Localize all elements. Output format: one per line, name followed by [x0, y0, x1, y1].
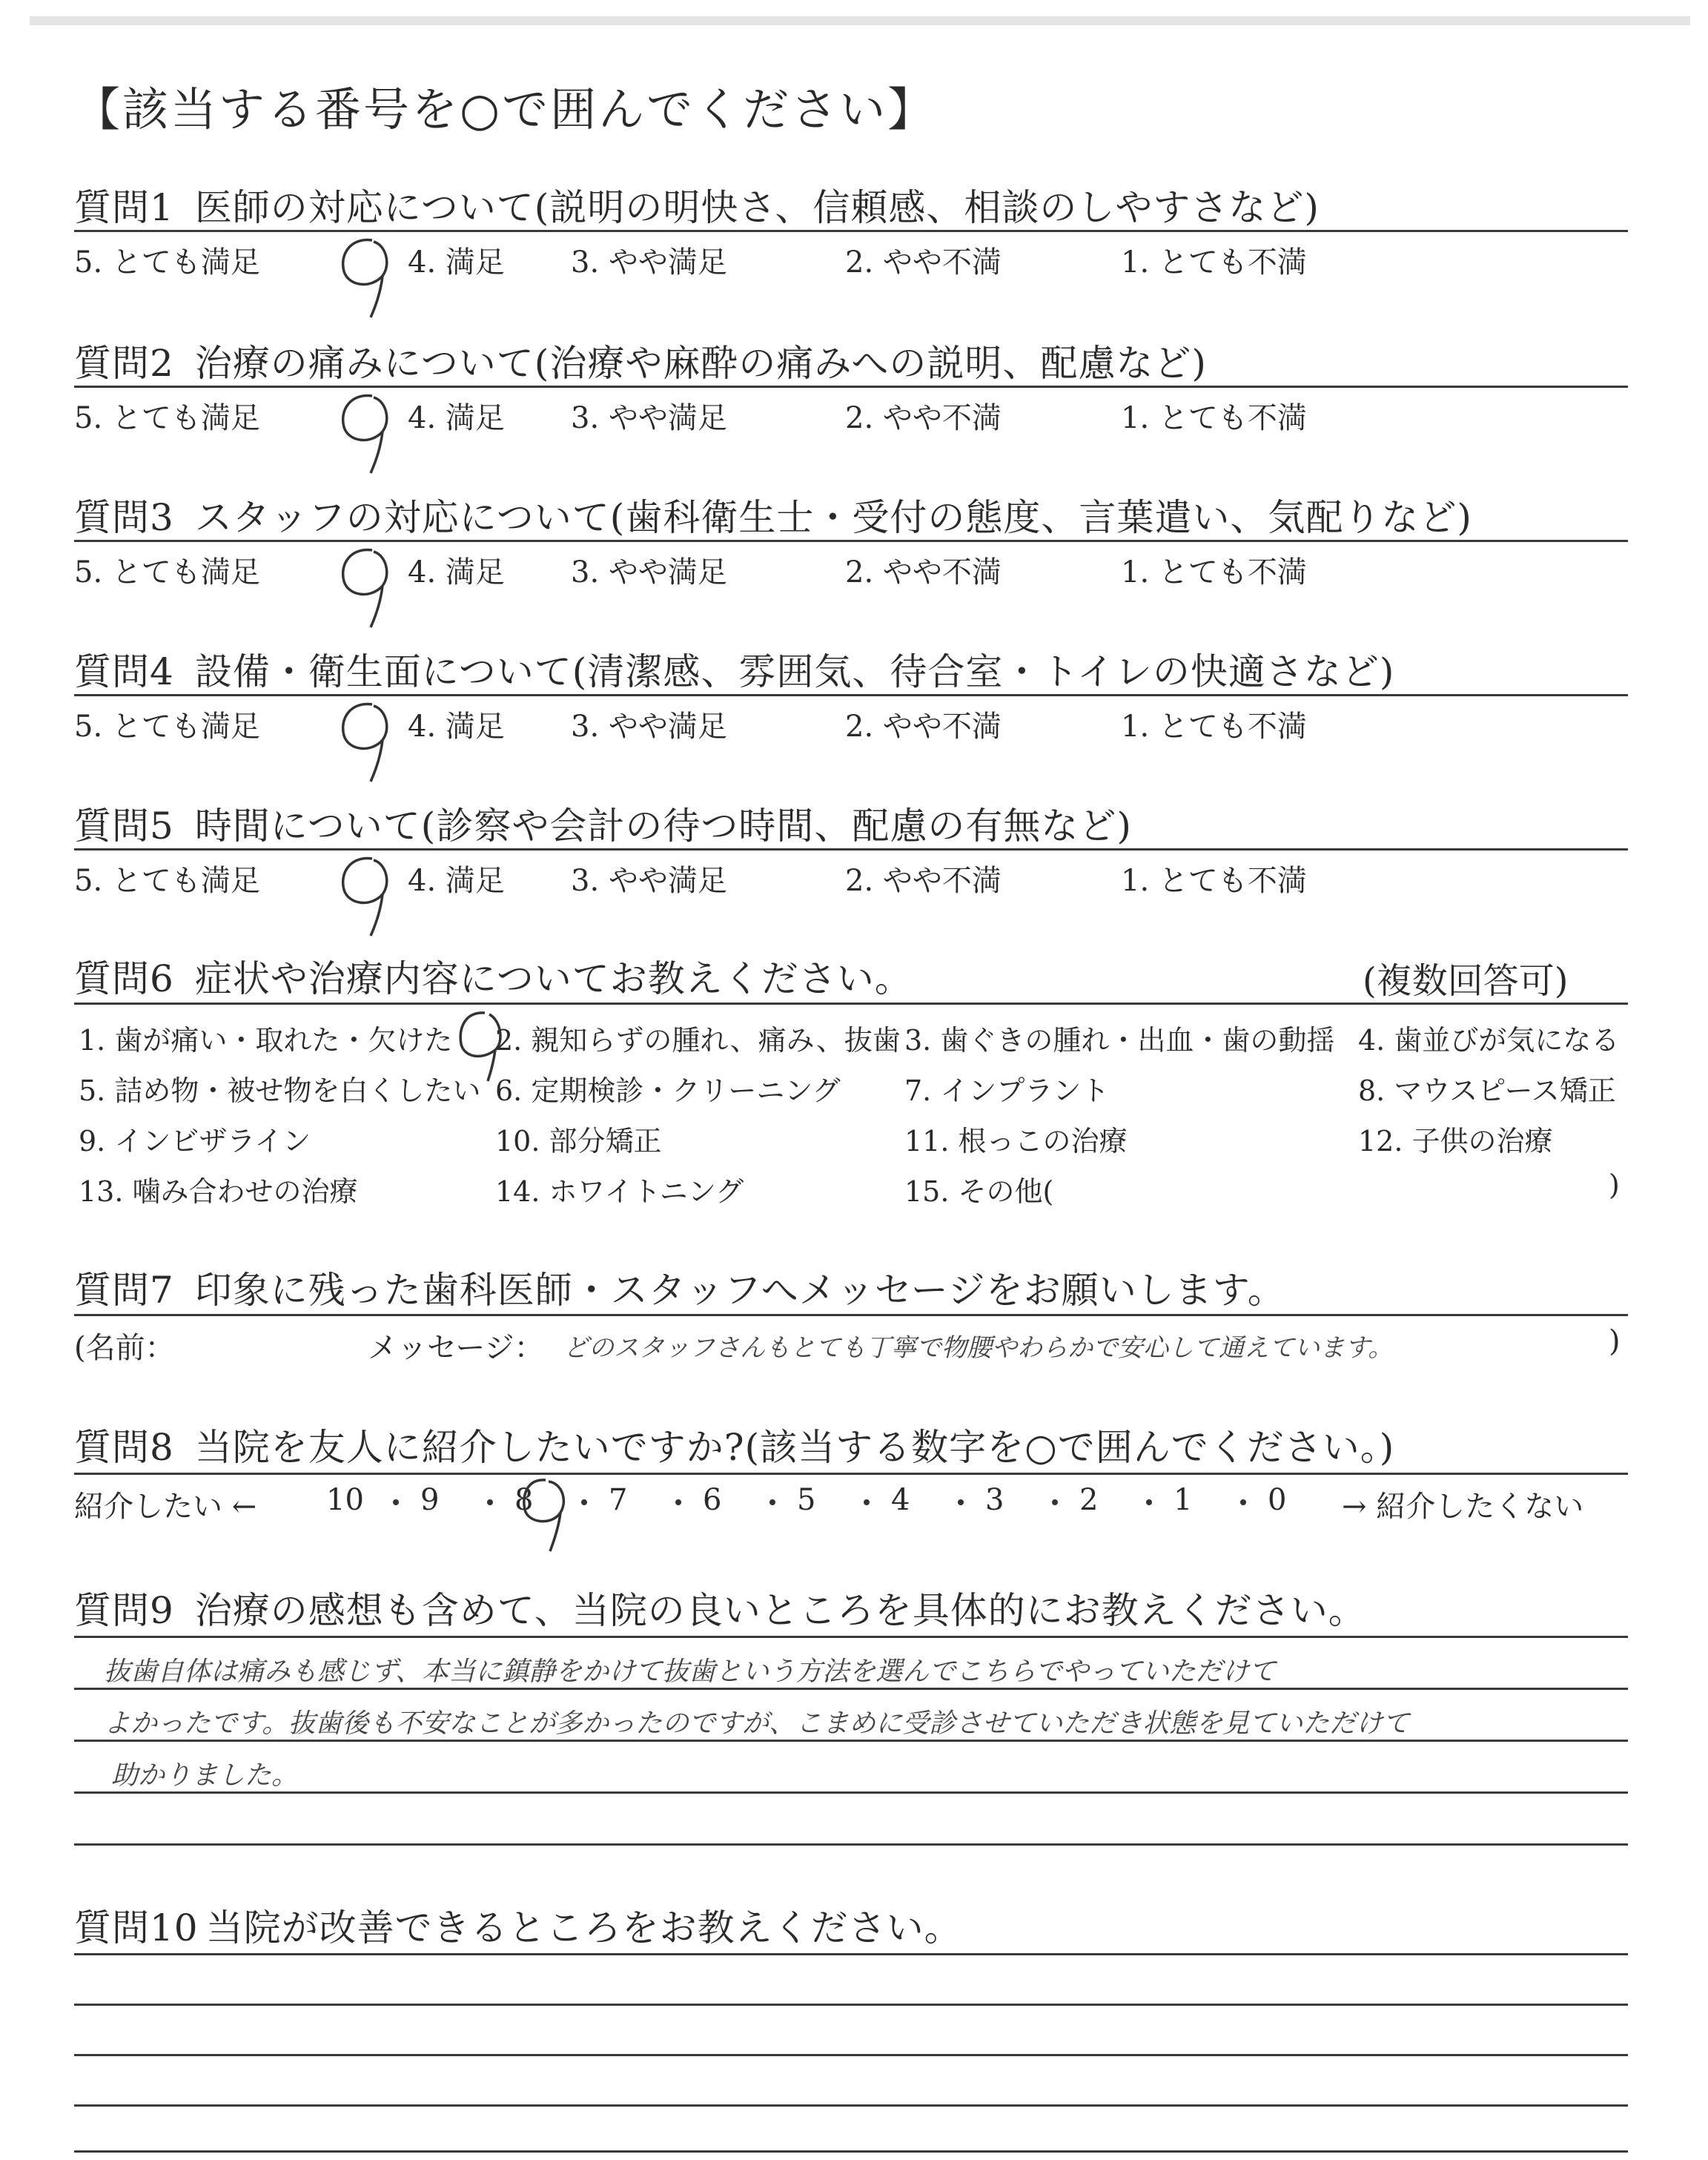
q8-scale-separator	[393, 1499, 399, 1505]
q1-rule	[74, 230, 1628, 232]
q9-number: 質問9	[74, 1589, 174, 1632]
q6-option-3[interactable]: 3. 歯ぐきの腫れ・出血・歯の動揺	[904, 1024, 1335, 1057]
q10-title	[74, 1898, 962, 1952]
q5-title	[74, 796, 1132, 850]
q9-answer-line-2: よかったです。抜歯後も不安なことが多かったのですが、こまめに受診させていただき状態を見ていただけて	[104, 1708, 1410, 1739]
q8-scale-1[interactable]: 1	[1174, 1483, 1193, 1517]
q5-option-3[interactable]: 3. やや満足	[571, 864, 727, 898]
q4-number: 質問4	[74, 650, 174, 693]
q9-answer-line-1: 抜歯自体は痛みも感じず、本当に鎮静をかけて抜歯という方法を選んでこちらでやっていただけて	[104, 1657, 1276, 1687]
q6-option-13[interactable]: 13. 噛み合わせの治療	[79, 1175, 358, 1208]
q1-text: 医師の対応について(説明の明快さ、信頼感、相談のしやすさなど)	[194, 186, 1320, 229]
q7-name-label: (名前：	[74, 1331, 175, 1365]
q8-scale-separator	[1146, 1499, 1152, 1505]
q6-option-5[interactable]: 5. 詰め物・被せ物を白くしたい	[79, 1074, 481, 1107]
q4-option-2[interactable]: 2. やや不満	[845, 710, 1002, 744]
q8-right-label: → 紹介したくない	[1342, 1490, 1584, 1524]
q7-title	[74, 1261, 1285, 1314]
q2-selection-circle	[334, 389, 408, 478]
q6-option-4[interactable]: 4. 歯並びが気になる	[1358, 1024, 1620, 1057]
q7-close-paren: )	[1609, 1324, 1621, 1358]
q1-number: 質問1	[74, 186, 174, 229]
q3-option-2[interactable]: 2. やや不満	[845, 555, 1002, 589]
q7-number: 質問7	[74, 1269, 174, 1312]
q4-option-3[interactable]: 3. やや満足	[571, 710, 727, 744]
q10-rule-2	[74, 2004, 1628, 2006]
q8-scale-separator	[675, 1499, 681, 1505]
q10-rule-3	[74, 2054, 1628, 2056]
q1-option-5[interactable]: 5. とても満足	[74, 245, 260, 280]
q9-answer-line-3: 助かりました。	[111, 1760, 299, 1791]
q2-title	[74, 334, 1207, 387]
q7-rule	[74, 1314, 1628, 1316]
q7-message: どのスタッフさんもとても丁寧で物腰やわらかで安心して通えています。	[563, 1333, 1394, 1363]
q8-scale-6[interactable]: 6	[703, 1483, 722, 1517]
q8-scale-separator	[581, 1499, 587, 1505]
q4-text: 設備・衛生面について(清潔感、雰囲気、待合室・トイレの快適さなど)	[194, 650, 1395, 693]
q1-option-4[interactable]: 4. 満足	[408, 245, 505, 280]
q5-number: 質問5	[74, 805, 174, 848]
q4-selection-circle	[334, 697, 408, 786]
q8-scale-3[interactable]: 3	[985, 1483, 1004, 1517]
q6-option-14[interactable]: 14. ホワイトニング	[495, 1175, 744, 1208]
q3-text: スタッフの対応について(歯科衛生士・受付の態度、言葉遣い、気配りなど)	[194, 496, 1472, 539]
q3-title	[74, 488, 1472, 541]
q10-rule-1	[74, 1953, 1628, 1955]
q6-rule	[74, 1003, 1628, 1005]
q6-number: 質問6	[74, 957, 174, 1000]
q8-number: 質問8	[74, 1426, 174, 1469]
q8-scale-0[interactable]: 0	[1268, 1483, 1287, 1517]
q7-message-label: メッセージ：	[368, 1331, 544, 1365]
q8-scale-10[interactable]: 10	[326, 1483, 364, 1517]
q8-scale-separator	[769, 1499, 775, 1505]
q1-title	[74, 178, 1320, 231]
q6-option-2[interactable]: 2. 親知らずの腫れ、痛み、抜歯	[495, 1024, 901, 1057]
q3-number: 質問3	[74, 496, 174, 539]
q2-option-2[interactable]: 2. やや不満	[845, 401, 1002, 435]
q3-option-3[interactable]: 3. やや満足	[571, 555, 727, 589]
q7-text: 印象に残った歯科医師・スタッフへメッセージをお願いします。	[194, 1269, 1285, 1312]
q8-scale-5[interactable]: 5	[797, 1483, 816, 1517]
q8-scale-separator	[1240, 1499, 1246, 1505]
q8-text: 当院を友人に紹介したいですか?(該当する数字を○で囲んでください。)	[194, 1426, 1395, 1469]
q1-option-2[interactable]: 2. やや不満	[845, 245, 1002, 280]
q8-scale-9[interactable]: 9	[420, 1483, 440, 1517]
q5-selection-circle	[334, 851, 408, 940]
q2-number: 質問2	[74, 342, 174, 385]
q3-option-5[interactable]: 5. とても満足	[74, 555, 260, 589]
q8-scale-2[interactable]: 2	[1079, 1483, 1099, 1517]
q6-option-6[interactable]: 6. 定期検診・クリーニング	[495, 1074, 841, 1107]
q6-option-11[interactable]: 11. 根っこの治療	[904, 1125, 1128, 1157]
q5-option-4[interactable]: 4. 満足	[408, 864, 505, 898]
q3-option-4[interactable]: 4. 満足	[408, 555, 505, 589]
scan-edge	[30, 16, 1690, 25]
q5-rule	[74, 848, 1628, 851]
q6-note: (複数回答可)	[1363, 960, 1569, 1002]
q5-option-2[interactable]: 2. やや不満	[845, 864, 1002, 898]
q8-scale-8[interactable]: 8	[514, 1483, 534, 1517]
q8-scale-separator	[864, 1499, 870, 1505]
q5-option-1[interactable]: 1. とても不満	[1121, 864, 1307, 898]
q1-option-1[interactable]: 1. とても不満	[1121, 245, 1307, 280]
form-header: 【該当する番号を○で囲んでください】	[74, 82, 936, 136]
q8-scale-4[interactable]: 4	[891, 1483, 910, 1517]
q6-option-12[interactable]: 12. 子供の治療	[1358, 1125, 1553, 1157]
q10-text: 当院が改善できるところをお教えください。	[205, 1906, 962, 1949]
q4-option-1[interactable]: 1. とても不満	[1121, 710, 1307, 744]
q9-title	[74, 1581, 1366, 1634]
q8-scale-separator	[487, 1499, 493, 1505]
q6-option-9[interactable]: 9. インビザライン	[79, 1125, 311, 1157]
q4-title	[74, 642, 1394, 696]
q4-option-5[interactable]: 5. とても満足	[74, 710, 260, 744]
q2-option-5[interactable]: 5. とても満足	[74, 401, 260, 435]
q2-text: 治療の痛みについて(治療や麻酔の痛みへの説明、配慮など)	[194, 342, 1207, 385]
q6-option-15[interactable]: 15. その他(	[904, 1175, 1054, 1208]
q10-rule-5	[74, 2150, 1628, 2153]
q8-title	[74, 1418, 1394, 1471]
q10-rule-4	[74, 2104, 1628, 2107]
q1-option-3[interactable]: 3. やや満足	[571, 245, 727, 280]
q6-option-1[interactable]: 1. 歯が痛い・取れた・欠けた	[79, 1024, 453, 1057]
q3-option-1[interactable]: 1. とても不満	[1121, 555, 1307, 589]
q6-title	[74, 949, 913, 1003]
q2-rule	[74, 386, 1628, 388]
q6-option-10[interactable]: 10. 部分矯正	[495, 1125, 662, 1157]
q1-selection-circle	[334, 233, 408, 322]
q8-scale-separator	[958, 1499, 964, 1505]
q6-option-8[interactable]: 8. マウスピース矯正	[1358, 1074, 1616, 1107]
q2-option-3[interactable]: 3. やや満足	[571, 401, 727, 435]
q9-rule-5	[74, 1843, 1628, 1846]
q2-option-1[interactable]: 1. とても不満	[1121, 401, 1307, 435]
q8-scale-7[interactable]: 7	[609, 1483, 628, 1517]
q6-option-7[interactable]: 7. インプラント	[904, 1074, 1110, 1107]
q4-rule	[74, 694, 1628, 696]
q5-option-5[interactable]: 5. とても満足	[74, 864, 260, 898]
q8-rule	[74, 1473, 1628, 1475]
q9-text: 治療の感想も含めて、当院の良いところを具体的にお教えください。	[194, 1589, 1366, 1632]
q6-other-close-paren: )	[1609, 1169, 1620, 1201]
q8-left-label: 紹介したい ←	[74, 1490, 257, 1524]
q9-rule-4	[74, 1791, 1628, 1794]
q5-text: 時間について(診察や会計の待つ時間、配慮の有無など)	[194, 805, 1132, 848]
q4-option-4[interactable]: 4. 満足	[408, 710, 505, 744]
q3-rule	[74, 540, 1628, 542]
q2-option-4[interactable]: 4. 満足	[408, 401, 505, 435]
q9-rule-1	[74, 1636, 1628, 1638]
q3-selection-circle	[334, 543, 408, 632]
q6-text: 症状や治療内容についてお教えください。	[194, 957, 913, 1000]
q8-scale-separator	[1052, 1499, 1058, 1505]
q10-number: 質問10	[74, 1906, 199, 1949]
